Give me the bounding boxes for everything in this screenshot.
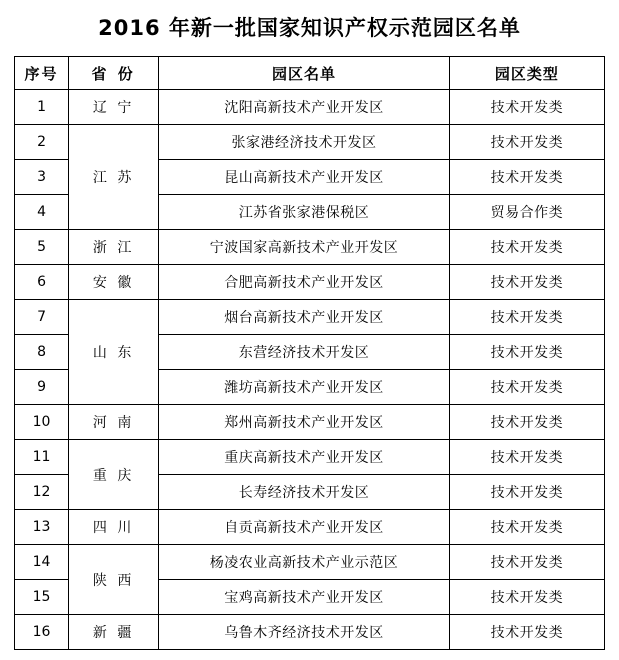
table-body — [15, 90, 605, 650]
cell-index: 13 — [15, 510, 69, 545]
cell-park-name: 宁波国家高新技术产业开发区 — [159, 230, 449, 265]
cell-park-name: 沈阳高新技术产业开发区 — [159, 90, 449, 125]
park-listing-table — [14, 56, 605, 650]
cell-park-type: 技术开发类 — [449, 300, 604, 335]
cell-park-name: 长寿经济技术开发区 — [159, 475, 449, 510]
cell-park-type: 技术开发类 — [449, 370, 604, 405]
cell-park-type: 贸易合作类 — [449, 195, 604, 230]
table-row — [15, 125, 605, 160]
cell-index: 8 — [15, 335, 69, 370]
cell-park-name: 潍坊高新技术产业开发区 — [159, 370, 449, 405]
table-row — [15, 265, 605, 300]
column-header-province: 省 份 — [69, 57, 159, 90]
cell-park-type: 技术开发类 — [449, 90, 604, 125]
cell-park-type: 技术开发类 — [449, 335, 604, 370]
cell-index: 12 — [15, 475, 69, 510]
column-header-park-type: 园区类型 — [449, 57, 604, 90]
cell-index: 11 — [15, 440, 69, 475]
cell-park-name: 乌鲁木齐经济技术开发区 — [159, 615, 449, 650]
cell-park-name: 东营经济技术开发区 — [159, 335, 449, 370]
table-container — [0, 56, 619, 650]
table-row — [15, 545, 605, 580]
cell-province: 江 苏 — [69, 125, 159, 230]
table-header-row — [15, 57, 605, 90]
cell-park-name: 重庆高新技术产业开发区 — [159, 440, 449, 475]
cell-index: 15 — [15, 580, 69, 615]
cell-province: 四 川 — [69, 510, 159, 545]
cell-park-name: 宝鸡高新技术产业开发区 — [159, 580, 449, 615]
cell-park-name: 江苏省张家港保税区 — [159, 195, 449, 230]
cell-park-name: 烟台高新技术产业开发区 — [159, 300, 449, 335]
cell-index: 14 — [15, 545, 69, 580]
column-header-park-name: 园区名单 — [159, 57, 449, 90]
table-row — [15, 405, 605, 440]
page-title: 2016 年新一批国家知识产权示范园区名单 — [98, 16, 521, 40]
table-row — [15, 90, 605, 125]
cell-park-type: 技术开发类 — [449, 160, 604, 195]
cell-index: 1 — [15, 90, 69, 125]
table-row — [15, 440, 605, 475]
cell-index: 3 — [15, 160, 69, 195]
column-header-index: 序号 — [15, 57, 69, 90]
cell-index: 5 — [15, 230, 69, 265]
cell-park-type: 技术开发类 — [449, 580, 604, 615]
cell-park-name: 昆山高新技术产业开发区 — [159, 160, 449, 195]
cell-province: 重 庆 — [69, 440, 159, 510]
cell-park-name: 张家港经济技术开发区 — [159, 125, 449, 160]
cell-index: 10 — [15, 405, 69, 440]
cell-province: 陕 西 — [69, 545, 159, 615]
cell-index: 4 — [15, 195, 69, 230]
cell-index: 7 — [15, 300, 69, 335]
cell-park-type: 技术开发类 — [449, 265, 604, 300]
cell-park-name: 合肥高新技术产业开发区 — [159, 265, 449, 300]
cell-park-type: 技术开发类 — [449, 475, 604, 510]
cell-park-type: 技术开发类 — [449, 230, 604, 265]
cell-park-name: 郑州高新技术产业开发区 — [159, 405, 449, 440]
cell-park-type: 技术开发类 — [449, 405, 604, 440]
cell-park-type: 技术开发类 — [449, 510, 604, 545]
table-row — [15, 230, 605, 265]
cell-park-name: 自贡高新技术产业开发区 — [159, 510, 449, 545]
cell-index: 2 — [15, 125, 69, 160]
cell-park-type: 技术开发类 — [449, 615, 604, 650]
table-row — [15, 615, 605, 650]
cell-province: 浙 江 — [69, 230, 159, 265]
cell-park-type: 技术开发类 — [449, 440, 604, 475]
table-header — [15, 57, 605, 90]
cell-index: 6 — [15, 265, 69, 300]
cell-park-name: 杨凌农业高新技术产业示范区 — [159, 545, 449, 580]
cell-park-type: 技术开发类 — [449, 125, 604, 160]
cell-index: 9 — [15, 370, 69, 405]
cell-province: 辽 宁 — [69, 90, 159, 125]
cell-province: 新 疆 — [69, 615, 159, 650]
cell-province: 山 东 — [69, 300, 159, 405]
table-row — [15, 300, 605, 335]
cell-index: 16 — [15, 615, 69, 650]
cell-park-type: 技术开发类 — [449, 545, 604, 580]
table-row — [15, 510, 605, 545]
cell-province: 安 徽 — [69, 265, 159, 300]
cell-province: 河 南 — [69, 405, 159, 440]
